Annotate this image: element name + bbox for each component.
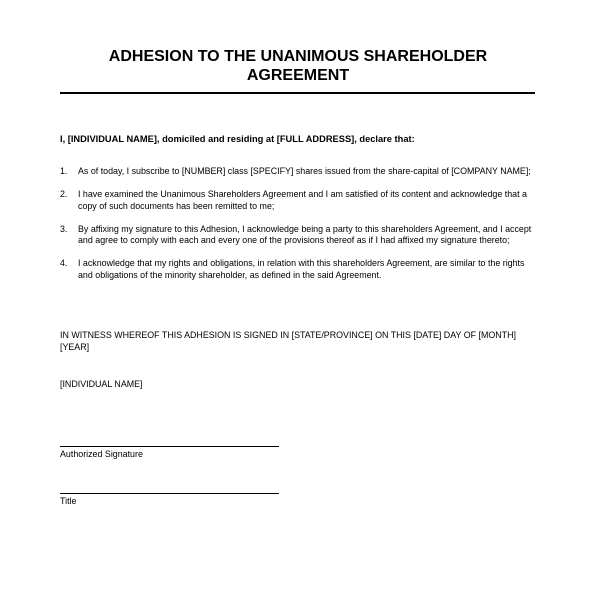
list-item [60,224,536,247]
title-divider [60,92,535,94]
declaration-intro: I, [INDIVIDUAL NAME], domiciled and residing at [FULL ADDRESS], declare that: [60,134,415,144]
signer-name: [INDIVIDUAL NAME] [60,379,143,389]
list-item-text: By affixing my signature to this Adhesion, I acknowledge being a party to this shareholders Agreement, and I accept and agree to comply with each and every one of the provisions thereof as if I had affixed my signature thereto; [78,223,532,246]
list-item [60,258,536,281]
title-label: Title [60,496,77,506]
list-item-number: 2. [60,188,68,199]
document-title: ADHESION TO THE UNANIMOUS SHAREHOLDER AGREEMENT [108,48,488,84]
list-item-text: I have examined the Unanimous Shareholders Agreement and I am satisfied of its content and acknowledge that a copy of such documents has been remitted to me; [78,188,527,211]
title-line [60,493,279,494]
list-item-number: 3. [60,223,68,234]
signature-label: Authorized Signature [60,449,143,459]
list-item-number: 1. [60,166,68,176]
signature-line [60,446,279,447]
declaration-list [60,166,536,293]
list-item [60,166,536,178]
list-item-text: As of today, I subscribe to [NUMBER] class [SPECIFY] shares issued from the share-capital of [COMPANY NAME]; [78,166,531,176]
witness-clause: IN WITNESS WHEREOF THIS ADHESION IS SIGNED IN [STATE/PROVINCE] ON THIS [DATE] DAY OF [MONTH] [YEAR] [60,330,516,352]
list-item-number: 4. [60,258,68,269]
list-item [60,189,536,212]
list-item-text: I acknowledge that my rights and obligations, in relation with this shareholders Agreement, are similar to the rights and obligations of the minority shareholder, as defined in the said Agreement. [78,258,525,280]
